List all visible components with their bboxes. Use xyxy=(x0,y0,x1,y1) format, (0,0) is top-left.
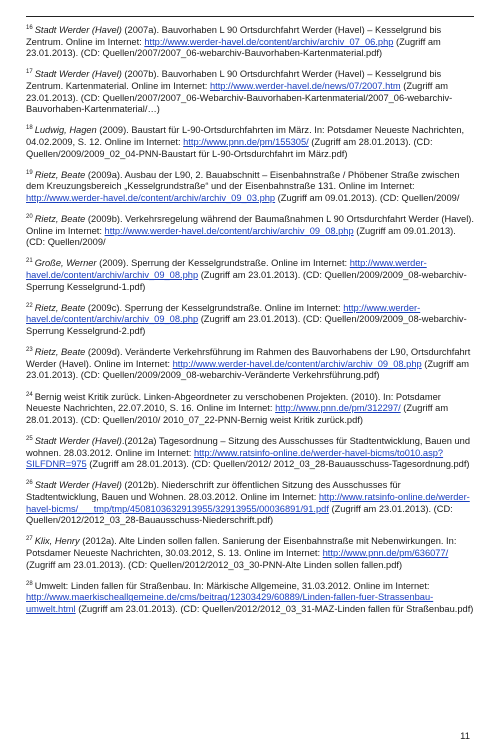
footnote-number: 23 xyxy=(26,347,33,354)
footnote-text: (2009d). Veränderte Verkehrsführung im Rahmen des Bauvorhabens der L90, Ortsdurchfahrt Werder (Havel). Online im Internet: xyxy=(26,347,471,369)
footnote-text: (2007a). Bauvorhaben L 90 Ortsdurchfahrt Werder (Havel) – Kesselgrund bis Zentrum. Online im Internet: xyxy=(26,25,442,47)
page-number: 11 xyxy=(460,731,470,742)
footnote-text: (2009). Baustart für L-90-Ortsdurchfahrten im März. In: Potsdamer Neueste Nachrichten, 04.02.2009, S. 12. Online im Internet: xyxy=(26,125,465,147)
footnote-26 xyxy=(26,480,474,526)
footnote-access-note: (Zugriff am 09.01.2013). (CD: Quellen/2009/ xyxy=(275,192,460,203)
footnote-22 xyxy=(26,303,474,338)
footnote-author: Rietz, Beate xyxy=(34,214,86,225)
footnote-link[interactable]: http://www.werder-havel.de/content/archiv/archiv_09_08.php xyxy=(104,225,354,236)
footnote-access-note: (Zugriff am 23.01.2013). (CD: Quellen/2012/2012_03_28-Bauausschuss-Niederschrift.pdf) xyxy=(26,503,453,526)
footnote-text: (2007b). Bauvorhaben L 90 Ortsdurchfahrt Werder (Havel) – Kesselgrund bis Zentrum. Kartenmaterial. Online im Internet: xyxy=(26,69,442,91)
footnote-text: (2009). Sperrung der Kesselgrundstraße. Online im Internet: xyxy=(96,258,350,269)
footnote-number: 27 xyxy=(26,536,33,543)
footnote-author: Klix, Henry xyxy=(34,536,80,547)
footnote-access-note: (Zugriff am 23.01.2013). (CD: Quellen/2012/2012_03_30-PNN-Alte Linden sollen fallen.pdf) xyxy=(26,559,403,570)
footnote-separator xyxy=(26,16,474,17)
footnote-text: Umwelt: Linden fallen für Straßenbau. In: Märkische Allgemeine, 31.03.2012. Online im Internet: xyxy=(34,580,430,591)
footnote-number: 26 xyxy=(26,480,33,487)
footnote-24 xyxy=(26,392,474,427)
footnote-access-note: (Zugriff am 23.01.2013). (CD: Quellen/2007/2007_06-Webarchiv-Bauvorhaben-Kartenmaterial/2007_06-webarchiv-Bauvorhaben-Kartenmaterial/…) xyxy=(26,80,453,115)
footnote-access-note: (Zugriff am 28.01.2013). (CD: Quellen/2009/2009_02_04-PNN-Baustart für L-90-Ortsdurchfahrt im März.pdf) xyxy=(26,136,433,159)
footnote-link[interactable]: http://www.werder-havel.de/content/archiv/archiv_09_03.php xyxy=(26,192,276,203)
footnote-number: 16 xyxy=(26,24,33,31)
footnote-author: Rietz, Beate xyxy=(34,347,86,358)
footnote-access-note: (Zugriff am 23.01.2013). (CD: Quellen/2009/2009_08-webarchiv-Veränderte Verkehrsführung.pdf) xyxy=(26,358,470,381)
footnote-number: 22 xyxy=(26,302,33,309)
footnote-access-note: (Zugriff am 28.01.2013). (CD: Quellen/2012/ 2012_03_28-Bauausschuss-Tagesordnung.pdf) xyxy=(86,459,470,470)
footnote-author: Stadt Werder (Havel) xyxy=(34,480,122,491)
footnote-text: (2012a). Alte Linden sollen fallen. Sanierung der Eisenbahnstraße mit Nebenwirkungen. In: Potsdamer Neueste Nachrichten, 30.03.2012, S. 13. Online im Internet: xyxy=(26,536,457,558)
footnote-number: 25 xyxy=(26,435,33,442)
footnote-number: 21 xyxy=(26,258,33,265)
footnote-27 xyxy=(26,536,474,571)
footnote-link[interactable]: http://www.maerkischeallgemeine.de/cms/beitrag/12303429/60889/Linden-fallen-fuer-Strassenbau-umwelt.html xyxy=(26,592,434,614)
footnote-author: Rietz, Beate xyxy=(34,302,86,313)
footnote-19 xyxy=(26,170,474,205)
footnote-link[interactable]: http://www.pnn.de/pm/155305/ xyxy=(183,136,309,147)
footnote-link[interactable]: http://www.werder-havel.de/news/07/2007.htm xyxy=(209,80,401,91)
footnote-access-note: (Zugriff am 09.01.2013). (CD: Quellen/2009/ xyxy=(26,225,456,248)
footnote-link[interactable]: http://www.pnn.de/pm/636077/ xyxy=(322,547,449,558)
footnote-number: 19 xyxy=(26,169,33,176)
footnote-author: Ludwig, Hagen xyxy=(34,125,97,136)
footnote-author: Stadt Werder (Havel) xyxy=(34,25,122,35)
footnote-text: .(2012a) Tagesordnung – Sitzung des Ausschusses für Stadtentwicklung, Bauen und wohnen. 28.03.2012. Online im Internet: xyxy=(26,435,471,458)
footnote-author: Stadt Werder (Havel) xyxy=(34,69,122,80)
footnote-20 xyxy=(26,214,474,249)
footnote-17 xyxy=(26,69,474,115)
footnote-number: 18 xyxy=(26,125,33,132)
footnote-18 xyxy=(26,125,474,160)
footnote-link[interactable]: http://www.werder-havel.de/content/archiv/archiv_09_08.php xyxy=(172,358,422,369)
footnote-25 xyxy=(26,436,474,471)
footnote-16 xyxy=(26,25,474,60)
footnote-23 xyxy=(26,347,474,382)
footnote-number: 28 xyxy=(26,580,33,587)
footnote-number: 24 xyxy=(26,391,33,398)
footnote-access-note: (Zugriff am 23.01.2013). (CD: Quellen/2007/2007_06-webarchiv-Bauvorhaben-Kartenmaterial.pdf) xyxy=(26,36,441,59)
footnote-author: Rietz, Beate xyxy=(34,169,86,180)
footnote-link[interactable]: http://www.pnn.de/pm/312297/ xyxy=(275,403,401,414)
footnote-link[interactable]: http://www.werder-havel.de/content/archiv/archiv_09_08.php xyxy=(26,302,421,325)
footnote-access-note: (Zugriff am 23.01.2013). (CD: Quellen/2009/2009_08-webarchiv-Sperrung Kesselgrund-1.pdf) xyxy=(26,270,467,292)
footnote-link[interactable]: http://www.werder-havel.de/content/archiv/archiv_07_06.php xyxy=(144,36,394,47)
footnote-access-note: (Zugriff am 23.01.2013). (CD: Quellen/2012/2012_03_31-MAZ-Linden fallen für Straßenbau.pdf) xyxy=(75,603,474,614)
footnote-link[interactable]: http://www.werder-havel.de/content/archiv/archiv_09_08.php xyxy=(26,258,427,281)
footnote-text: (2009a). Ausbau der L90, 2. Bauabschnitt – Eisenbahnstraße / Phöbener Straße zwischen dem Kreuzungsbereich „Kesselgrundstraße“ und der Eisenbahnstraße 131. Online im Internet: xyxy=(26,169,460,192)
footnote-author: Stadt Werder (Havel) xyxy=(34,435,122,446)
footnote-text: Bernig weist Kritik zurück. Linken-Abgeordneter zu verschobenen Projekten. (2010). In: Potsdamer Neueste Nachrichten, 22.07.2010, S. 16. Online im Internet: xyxy=(26,391,441,414)
footnote-access-note: (Zugriff am 28.01.2013). (CD: Quellen/2010/ 2010_07_22-PNN-Bernig weist Kritik zurück.pdf) xyxy=(26,403,449,425)
footnote-author: Große, Werner xyxy=(34,258,97,269)
footnote-number: 20 xyxy=(26,214,33,220)
footnote-text: (2009c). Sperrung der Kesselgrundstraße. Online im Internet: xyxy=(85,302,344,313)
footnote-link[interactable]: http://www.ratsinfo-online.de/werder-havel-bicms/___tmp/tmp/4508103632913955/32913955/00036891/91.pdf xyxy=(26,491,470,514)
footnote-access-note: (Zugriff am 23.01.2013). (CD: Quellen/2009/2009_08-webarchiv-Sperrung Kesselgrund-2.pdf) xyxy=(26,314,467,337)
footnote-28 xyxy=(26,581,474,616)
footnote-list xyxy=(26,25,474,625)
footnote-link[interactable]: http://www.ratsinfo-online.de/werder-havel-bicms/to010.asp?SILFDNR=975 xyxy=(26,447,444,470)
footnote-text: (2012b). Niederschrift zur öffentlichen Sitzung des Ausschusses für Stadtentwicklung, Bauen und Wohnen. 28.03.2012. Online im Internet: xyxy=(26,480,401,502)
footnote-number: 17 xyxy=(26,69,33,76)
footnote-text: (2009b). Verkehrsregelung während der Baumaßnahmen L 90 Ortsdurchfahrt Werder (Havel). Online im Internet: xyxy=(26,214,474,236)
footnote-21 xyxy=(26,258,474,293)
